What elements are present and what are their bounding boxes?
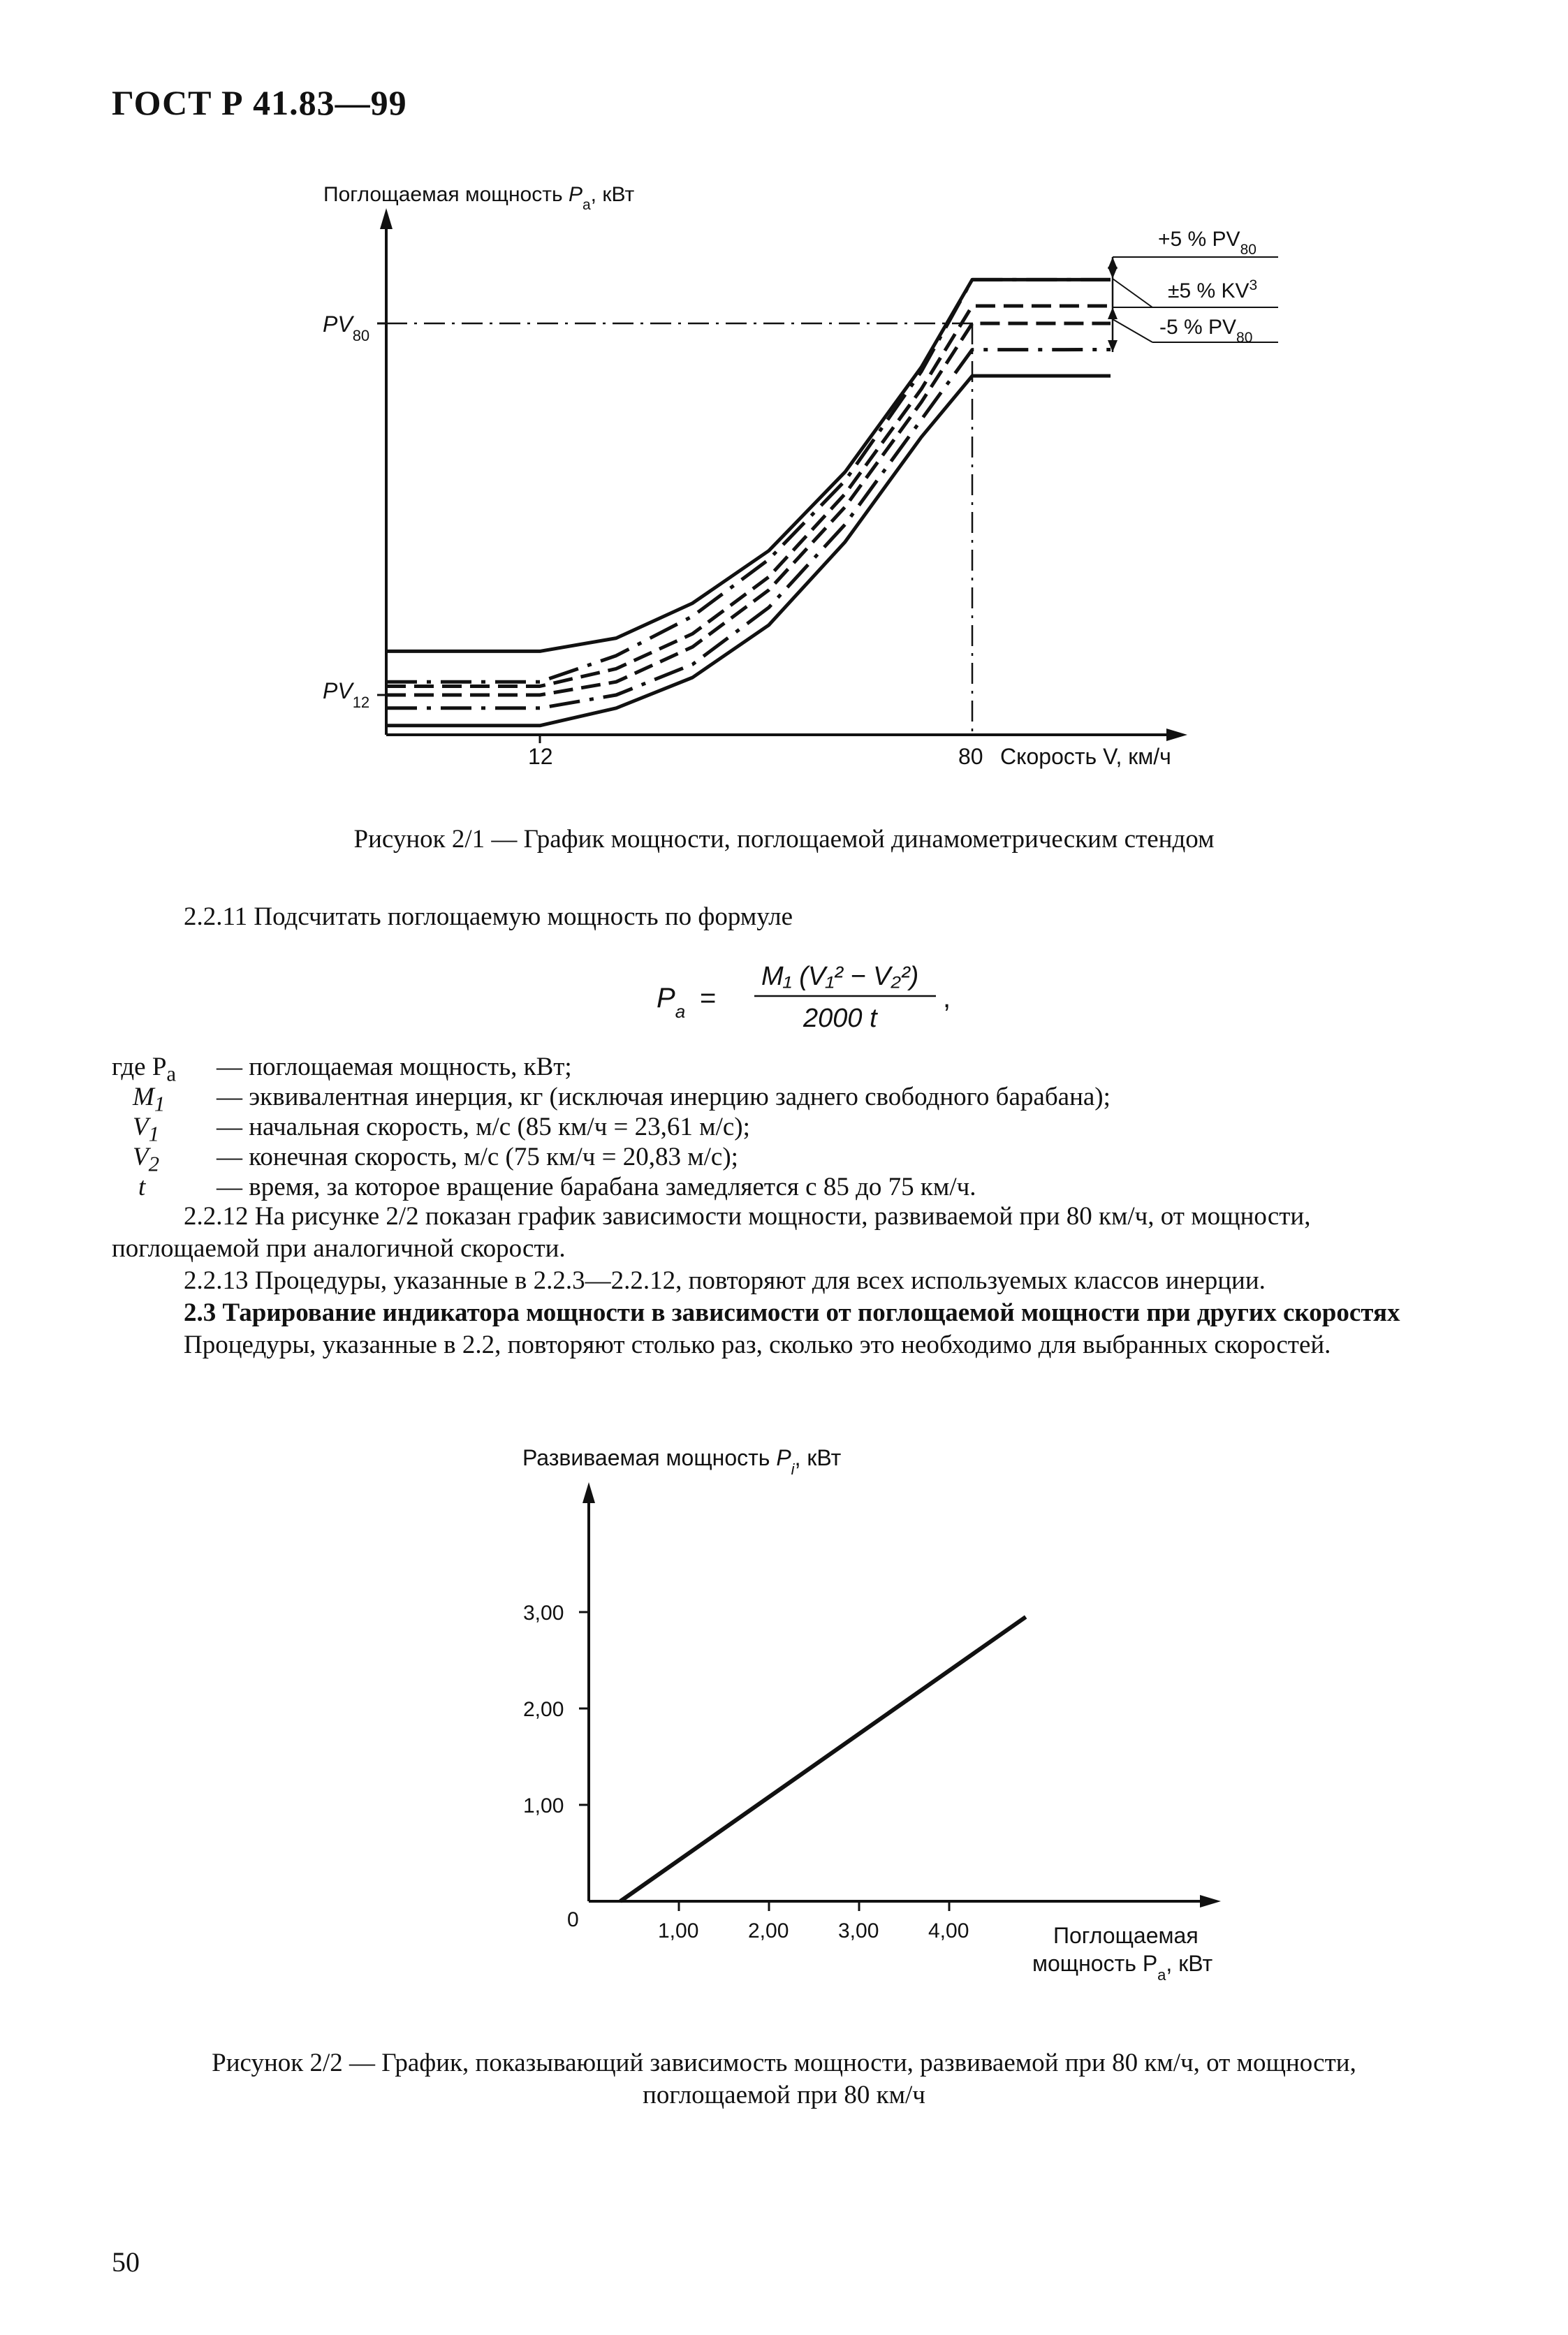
fig2-ylabel: Развиваемая мощность $P_i$, кВт (522, 1445, 842, 1478)
fig2-y-axis-arrow (582, 1482, 595, 1503)
definition-text: — начальная скорость, м/с (85 км/ч = 23,61 м/с); (217, 1113, 750, 1141)
definition-symbol: M (133, 1083, 154, 1111)
fig1-y-axis-arrow (380, 208, 393, 229)
fig1-annotation-plus5: +5 % $PV_{80}$ (1158, 228, 1256, 258)
fig2-xtick-label: 3,00 (838, 1919, 879, 1942)
fig2-ytick-label: 3,00 (523, 1602, 564, 1625)
figure-2-1-caption: Рисунок 2/1 — График мощности, поглощаемой динамометрическим стендом (353, 825, 1215, 854)
heading-2-3: 2.3 Тарирование индикатора мощности в зависимости от поглощаемой мощности при других скоростях (184, 1298, 1400, 1327)
formula-pa (657, 957, 978, 1034)
fig1-xlabel: Скорость V, км/ч (1000, 744, 1171, 769)
fig2-ytick-label: 1,00 (523, 1794, 564, 1817)
fig2-ytick-label: 2,00 (523, 1698, 564, 1721)
fig2-line-group (620, 1617, 1026, 1901)
formula-denominator: 2000 t (803, 1004, 877, 1033)
fig2-xlabel-line1: Поглощаемая (1053, 1923, 1199, 1948)
fig1-series-line (386, 376, 1111, 726)
fig1-leader-3a (1113, 319, 1152, 342)
definition-text: — конечная скорость, м/с (75 км/ч = 20,83 м/с); (217, 1143, 738, 1171)
formula-lhs: $P_a$ (657, 983, 686, 1022)
paragraph-2-2-12-line1: 2.2.12 На рисунке 2/2 показан график зависимости мощности, развиваемой при 80 км/ч, от мощности, (184, 1202, 1311, 1231)
fig1-arrow-top-down (1108, 267, 1118, 279)
definition-symbol: где P (112, 1053, 167, 1081)
fig1-leader-2a (1113, 279, 1152, 307)
fig2-xtick-label: 2,00 (748, 1919, 789, 1942)
fig1-x-axis-arrow (1166, 729, 1187, 741)
paragraph-2-2-12-line2: поглощаемой при аналогичной скорости. (112, 1234, 566, 1263)
fig1-xtick-80: 80 (958, 744, 983, 769)
fig1-series-line (386, 350, 1111, 708)
fig1-xtick-12: 12 (528, 744, 553, 769)
fig2-xtick-label: 4,00 (928, 1919, 969, 1942)
figure-2-2-chart (0, 1425, 1568, 2012)
fig2-series-line (620, 1617, 1026, 1901)
figure-2-2-caption-line2: поглощаемой при 80 км/ч (643, 2081, 925, 2109)
fig2-origin-label: 0 (567, 1908, 579, 1931)
fig1-annotation-kv3: ±5 % $KV^3$ (1168, 277, 1258, 302)
document-header: ГОСТ Р 41.83—99 (112, 83, 407, 122)
formula-numerator: M₁ (V₁² − V₂²) (761, 962, 919, 991)
definition-text: — поглощаемая мощность, кВт; (217, 1053, 572, 1081)
definition-symbol: t (138, 1173, 146, 1201)
fig1-ytick-pv80: $PV_{80}$ (323, 312, 370, 344)
definition-symbol: V (133, 1143, 149, 1171)
fig2-xtick-label: 1,00 (658, 1919, 699, 1942)
fig1-series-line (386, 279, 1111, 651)
paragraph-2-2-11: 2.2.11 Подсчитать поглощаемую мощность по формуле (184, 902, 793, 931)
formula-tail: , (943, 983, 951, 1013)
paragraph-2-2-13: 2.2.13 Процедуры, указанные в 2.2.3—2.2.12, повторяют для всех используемых классов инерции. (184, 1266, 1266, 1295)
fig1-series-line (386, 306, 1111, 687)
fig2-xlabel-line2: мощность $P_a$, кВт (1032, 1951, 1213, 1984)
fig1-annotation-minus5: -5 % $PV_{80}$ (1159, 316, 1253, 346)
figure-2-2-caption-line1: Рисунок 2/2 — График, показывающий зависимость мощности, развиваемой при 80 км/ч, от мощности, (212, 2049, 1356, 2077)
page-number: 50 (112, 2246, 140, 2278)
figure-2-1-chart (0, 0, 1568, 796)
definition-symbol: V (133, 1113, 149, 1141)
definition-text: — эквивалентная инерция, кг (исключая инерцию заднего свободного барабана); (217, 1083, 1111, 1111)
fig1-ytick-pv12: $PV_{12}$ (323, 678, 370, 711)
formula-equals: = (700, 983, 717, 1013)
fig1-curves-group (386, 279, 1111, 725)
fig1-arrow-mid-up (1108, 307, 1118, 319)
definition-text: — время, за которое вращение барабана замедляется с 85 до 75 км/ч. (217, 1173, 976, 1201)
paragraph-2-3: Процедуры, указанные в 2.2, повторяют столько раз, сколько это необходимо для выбранных скоростей. (184, 1331, 1331, 1359)
fig2-x-axis-arrow (1200, 1895, 1221, 1908)
fig1-ylabel: Поглощаемая мощность $P_a$, кВт (323, 183, 635, 213)
